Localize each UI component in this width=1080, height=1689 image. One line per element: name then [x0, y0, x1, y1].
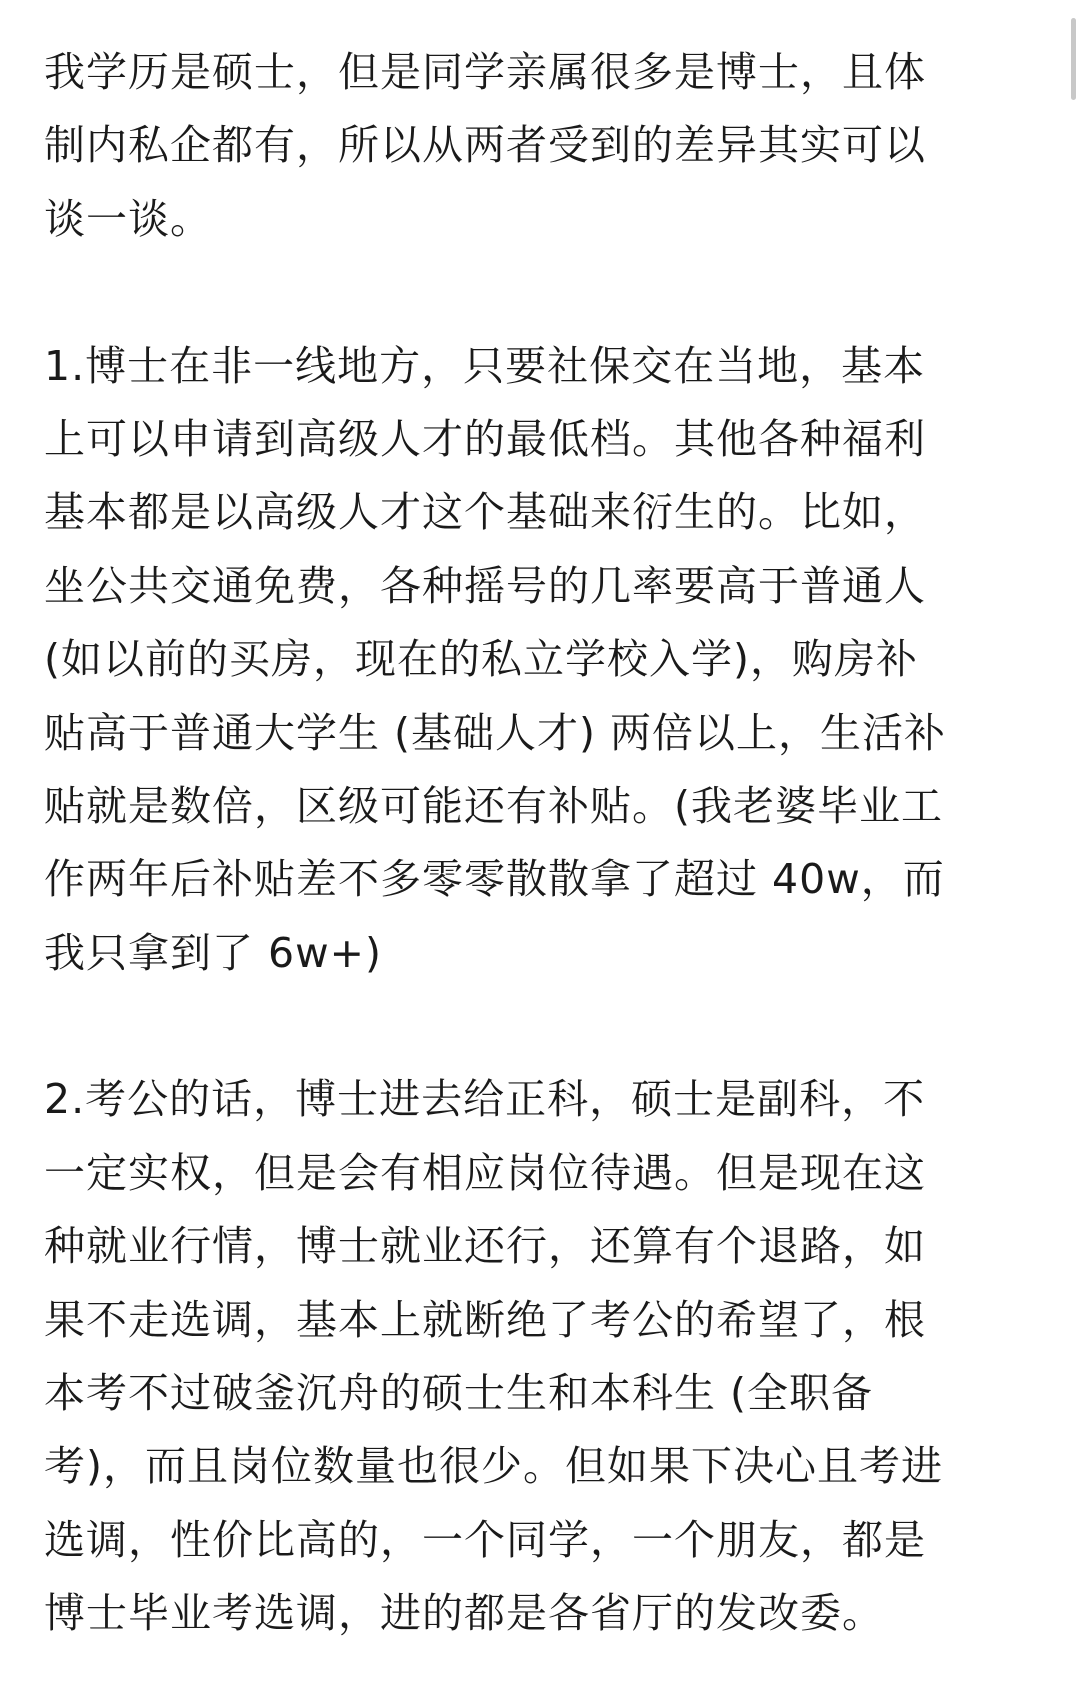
text-line: 贴高于普通大学生 (基础人才) 两倍以上，生活补 — [44, 708, 947, 757]
text-line: 本考不过破釜沉舟的硕士生和本科生 (全职备 — [44, 1369, 874, 1418]
paragraph-spacer — [44, 256, 1044, 329]
text-line: 谈一谈。 — [44, 194, 212, 243]
paragraph-intro — [44, 36, 1044, 256]
vertical-scrollbar[interactable] — [1071, 18, 1076, 100]
text-line: 种就业行情，博士就业还行，还算有个退路，如 — [44, 1222, 926, 1271]
text-line: 我只拿到了 6w+) — [44, 928, 382, 977]
text-line: 1.博士在非一线地方，只要社保交在当地，基本 — [44, 341, 926, 390]
paragraph-point-1 — [44, 330, 1044, 991]
text-line: 考)，而且岗位数量也很少。但如果下决心且考进 — [44, 1442, 943, 1491]
text-line: 果不走选调，基本上就断绝了考公的希望了，根 — [44, 1295, 926, 1344]
paragraph-spacer — [44, 990, 1044, 1063]
text-line: 作两年后补贴差不多零零散散拿了超过 40w，而 — [44, 855, 945, 904]
text-line: 上可以申请到高级人才的最低档。其他各种福利 — [44, 414, 926, 463]
text-line: 选调，性价比高的，一个同学，一个朋友，都是 — [44, 1515, 926, 1564]
text-line: (如以前的买房，现在的私立学校入学)，购房补 — [44, 635, 918, 684]
text-line: 基本都是以高级人才这个基础来衍生的。比如， — [44, 488, 926, 537]
text-line: 制内私企都有，所以从两者受到的差异其实可以 — [44, 121, 926, 170]
paragraph-point-2 — [44, 1063, 1044, 1650]
text-line: 一定实权，但是会有相应岗位待遇。但是现在这 — [44, 1148, 926, 1197]
text-line: 博士毕业考选调，进的都是各省厅的发改委。 — [44, 1589, 884, 1638]
post-body — [44, 36, 1044, 1651]
text-line: 2.考公的话，博士进去给正科，硕士是副科，不 — [44, 1075, 926, 1124]
text-line: 贴就是数倍，区级可能还有补贴。(我老婆毕业工 — [44, 781, 943, 830]
text-line: 我学历是硕士，但是同学亲属很多是博士，且体 — [44, 48, 926, 96]
text-line: 坐公共交通免费，各种摇号的几率要高于普通人 — [44, 561, 926, 610]
